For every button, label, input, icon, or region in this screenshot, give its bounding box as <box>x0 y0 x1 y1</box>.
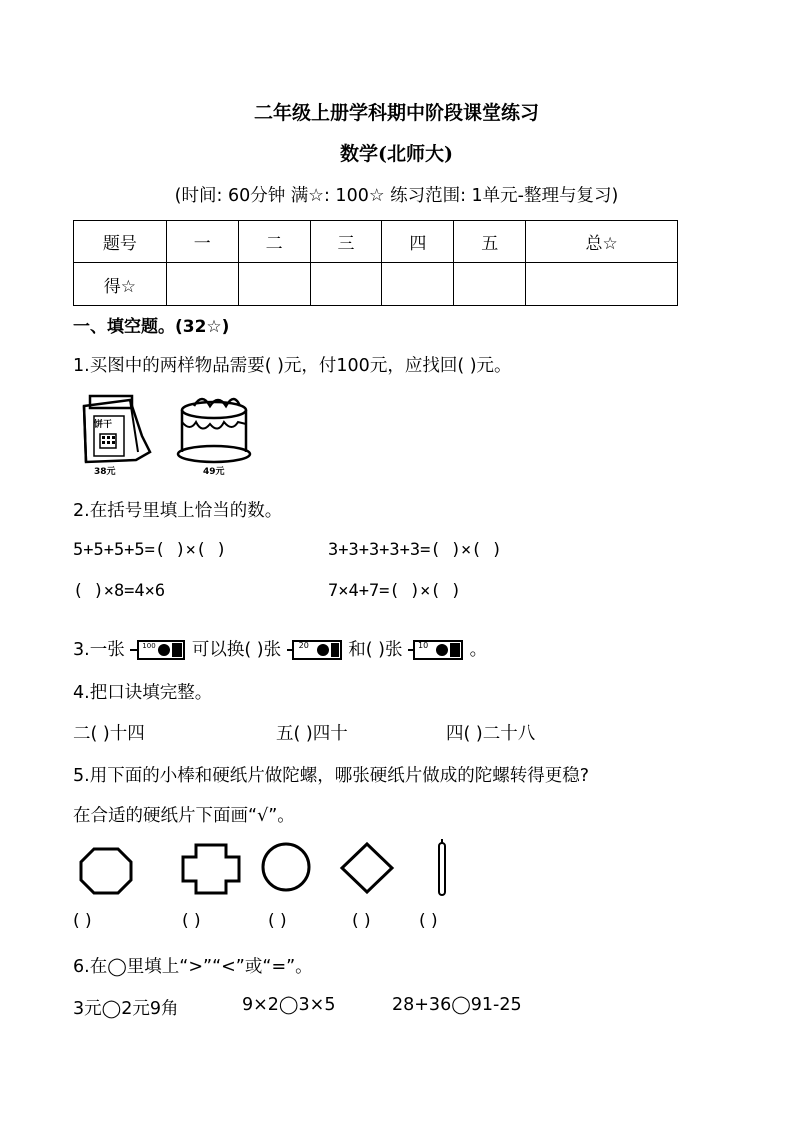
biscuit-bag-image <box>76 390 156 478</box>
page-subtitle: 数学(北师大) <box>340 143 453 165</box>
banknote-10-icon <box>408 639 464 661</box>
page-title: 二年级上册学科期中阶段课堂练习 <box>253 102 539 124</box>
cake-image <box>172 392 252 472</box>
table-cell: 得☆ <box>74 263 167 306</box>
question-4-text: 4.把口诀填完整。 <box>73 683 213 703</box>
question-3-part2: 可以换( )张 <box>191 640 282 660</box>
question-3-part3: 和( )张 <box>348 640 403 660</box>
question-2-row1-right: 3+3+3+3+3=( )×( ) <box>328 540 502 560</box>
table-cell: 四 <box>382 221 454 263</box>
biscuit-label: 饼干 <box>94 420 113 430</box>
banknote-100-value: 100 <box>142 642 156 650</box>
score-input-cell[interactable] <box>454 263 526 306</box>
biscuit-price: 38元 <box>94 467 116 477</box>
question-3-part4: 。 <box>469 640 488 660</box>
question-2-text: 2.在括号里填上恰当的数。 <box>73 501 283 521</box>
question-6-item-2: 9×2◯3×5 <box>242 995 336 1015</box>
question-2-row2-left: ( )×8=4×6 <box>73 581 166 601</box>
table-cell: 一 <box>166 221 238 263</box>
question-4-item-2: 五( )四十 <box>276 724 348 744</box>
octagon-icon <box>78 846 134 896</box>
diamond-icon <box>339 841 395 895</box>
banknote-20-value: 20 <box>298 641 309 650</box>
table-cell: 三 <box>310 221 382 263</box>
question-1-text: 1.买图中的两样物品需要( )元，付100元，应找回( )元。 <box>73 356 512 376</box>
circle-icon <box>260 841 312 893</box>
score-input-cell[interactable] <box>166 263 238 306</box>
section-heading: 一、填空题。(32☆) <box>73 317 230 337</box>
score-input-cell[interactable] <box>310 263 382 306</box>
question-4-item-3: 四( )二十八 <box>446 724 536 744</box>
score-input-cell[interactable] <box>238 263 310 306</box>
table-cell: 总☆ <box>526 221 678 263</box>
table-cell: 五 <box>454 221 526 263</box>
question-4-item-1: 二( )十四 <box>73 724 145 744</box>
table-cell: 题号 <box>74 221 167 263</box>
answer-bracket[interactable]: ( ) <box>182 911 201 931</box>
cake-price: 49元 <box>203 467 225 477</box>
banknote-10-value: 10 <box>418 641 429 650</box>
exam-info: (时间: 60分钟 满☆: 100☆ 练习范围: 1单元-整理与复习) <box>174 186 619 206</box>
table-cell: 二 <box>238 221 310 263</box>
question-3 <box>73 636 487 661</box>
question-3-part1: 3.一张 <box>73 640 125 660</box>
score-table-header-row <box>74 221 678 263</box>
question-6-item-3: 28+36◯91-25 <box>392 995 522 1015</box>
banknote-100-icon <box>130 639 186 661</box>
stick-icon <box>435 837 449 899</box>
score-input-cell[interactable] <box>382 263 454 306</box>
banknote-20-icon <box>287 639 343 661</box>
question-2-row1-left: 5+5+5+5=( )×( ) <box>73 540 227 560</box>
score-table-score-row <box>74 263 678 306</box>
score-input-cell[interactable] <box>526 263 678 306</box>
question-6-text: 6.在◯里填上“>”“<”或“=”。 <box>73 957 313 977</box>
answer-bracket[interactable]: ( ) <box>352 911 371 931</box>
score-table <box>73 220 678 306</box>
answer-bracket[interactable]: ( ) <box>73 911 92 931</box>
answer-bracket[interactable]: ( ) <box>268 911 287 931</box>
question-5-line-1: 5.用下面的小棒和硬纸片做陀螺，哪张硬纸片做成的陀螺转得更稳? <box>73 766 589 786</box>
question-2-row2-right: 7×4+7=( )×( ) <box>328 581 462 601</box>
cross-icon <box>180 842 242 896</box>
question-6-item-1: 3元◯2元9角 <box>73 999 179 1019</box>
answer-bracket[interactable]: ( ) <box>419 911 438 931</box>
question-5-line-2: 在合适的硬纸片下面画“√”。 <box>73 806 295 826</box>
